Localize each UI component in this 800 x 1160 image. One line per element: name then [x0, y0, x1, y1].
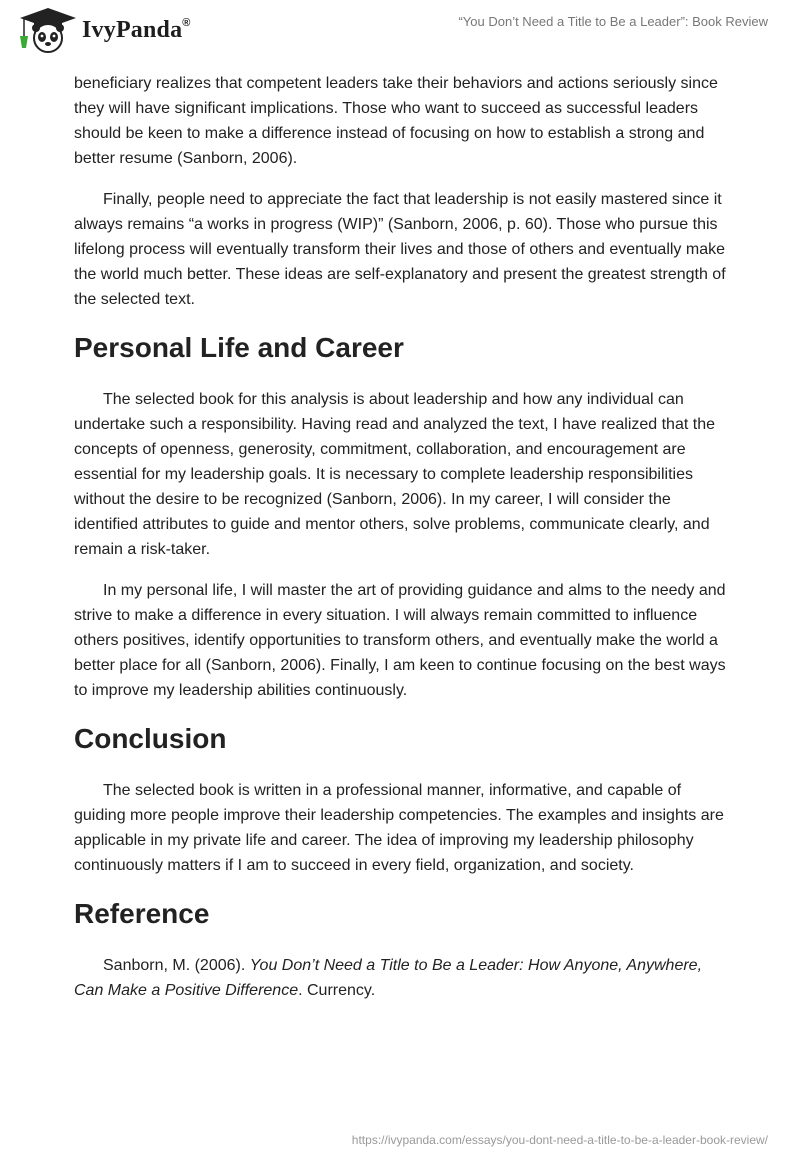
section-heading-conclusion: Conclusion: [74, 723, 227, 754]
section-heading-reference: Reference: [74, 898, 210, 929]
essay-body: [74, 71, 734, 1003]
page-header: [0, 0, 800, 70]
ivypanda-logo[interactable]: [14, 6, 191, 54]
source-url-link[interactable]: https://ivypanda.com/essays/you-dont-need-a-title-to-be-a-leader-book-review/: [351, 1133, 768, 1147]
paragraph: In my personal life, I will master the art of providing guidance and alms to the needy and strive to make a difference in every situation. I will always remain committed to influence others positives, identify opportunities to transform others, and eventually make the world a better place for all (Sanborn, 2006). Finally, I am keen to continue focusing on the best ways to improve my leadership abilities continuously.: [74, 582, 726, 699]
panda-graduate-icon: [14, 6, 76, 54]
document-title: “You Don’t Need a Title to Be a Leader”: Book Review: [458, 14, 768, 29]
reference-publisher: . Currency.: [298, 982, 376, 999]
paragraph: beneficiary realizes that competent leaders take their behaviors and actions seriously since they will have significant implications. Those who want to succeed as successful leaders should be keen to make a difference instead of focusing on how to establish a strong and better resume (Sanborn, 2006).: [74, 75, 718, 167]
section-heading-personal: Personal Life and Career: [74, 332, 404, 363]
paragraph: The selected book is written in a professional manner, informative, and capable of guiding more people improve their leadership competencies. The examples and insights are applicable in my private life and career. The idea of improving my leadership philosophy continuously matters if I am to succeed in every field, organization, and society.: [74, 782, 724, 874]
reference-entry: [74, 953, 734, 1003]
brand-name: IvyPanda®: [82, 16, 191, 43]
reference-title: You Don’t Need a Title to Be a Leader: How Anyone, Anywhere, Can Make a Positive Difference: [74, 957, 703, 999]
reference-author: Sanborn, M. (2006).: [103, 957, 250, 974]
paragraph: The selected book for this analysis is about leadership and how any individual can undertake such a responsibility. Having read and analyzed the text, I have realized that the concepts of openness, generosity, commitment, collaboration, and encouragement are essential for my leadership goals. It is necessary to complete leadership responsibilities without the desire to be recognized (Sanborn, 2006). In my career, I will consider the identified attributes to guide and mentor others, solve problems, communicate clearly, and remain a risk-taker.: [74, 391, 715, 558]
paragraph: Finally, people need to appreciate the fact that leadership is not easily mastered since it always remains “a works in progress (WIP)” (Sanborn, 2006, p. 60). Those who pursue this lifelong process will eventually transform their lives and those of others and eventually make the world much better. These ideas are self-explanatory and present the greatest strength of the selected text.: [74, 191, 726, 308]
